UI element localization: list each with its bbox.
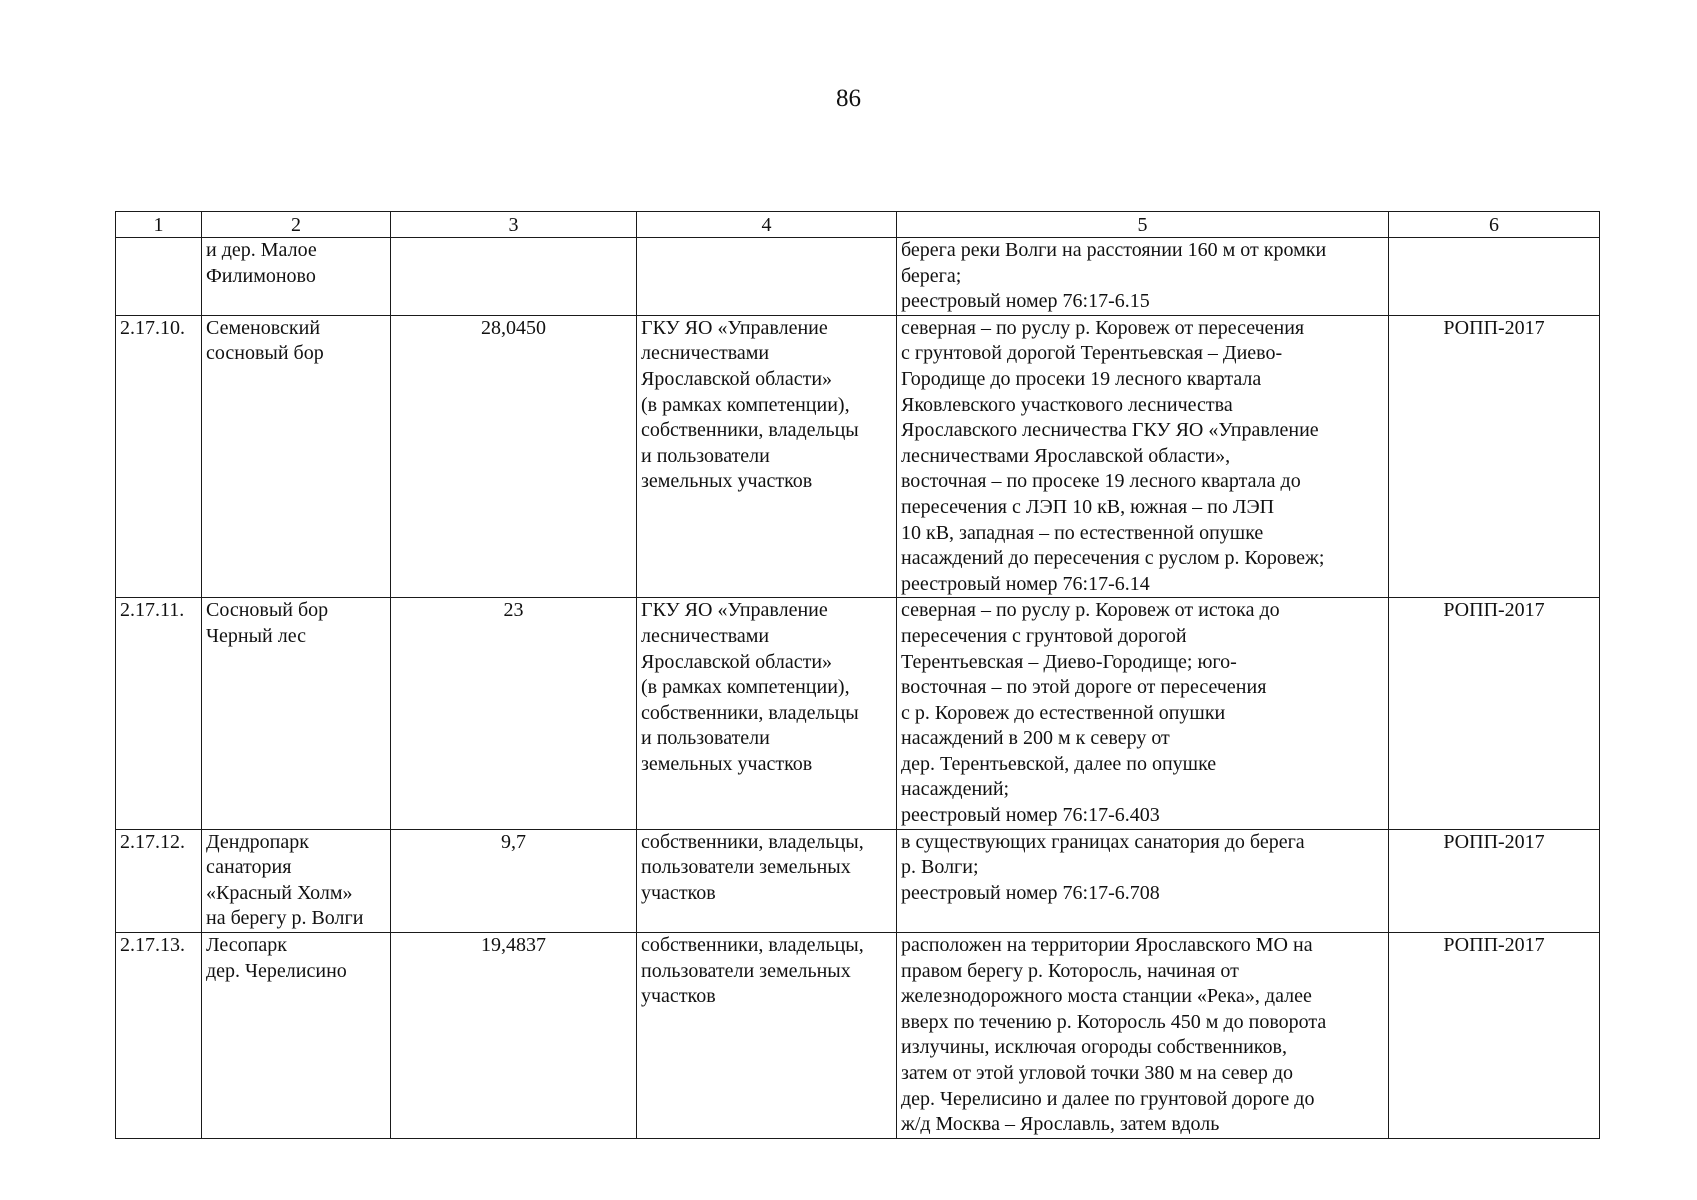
bounds-line: насаждений; [901, 778, 1010, 801]
row-number-cell: 2.17.13. [116, 933, 202, 1139]
holders-line: земельных участков [641, 752, 813, 775]
bounds-line: пересечения с грунтовой дорогой [901, 624, 1187, 647]
holders-line: собственники, владельцы [641, 701, 859, 724]
holders-line: и пользователи [641, 444, 770, 467]
row-number-cell [116, 238, 202, 316]
object-name-line: «Красный Холм» [206, 881, 353, 904]
holders-line: (в рамках компетенции), [641, 393, 850, 416]
bounds-line: ж/д Москва – Ярославль, затем вдоль [901, 1113, 1220, 1136]
column-number: 5 [897, 212, 1389, 238]
row-number-cell: 2.17.12. [116, 829, 202, 932]
holders-line: лесничествами [641, 624, 770, 647]
bounds-line: вверх по течению р. Которосль 450 м до поворота [901, 1010, 1327, 1033]
object-name-line: Сосновый бор [206, 599, 329, 622]
bounds-cell [897, 598, 1389, 829]
object-name-cell [202, 598, 391, 829]
holders-line: пользователи земельных [641, 959, 851, 982]
holders-cell [637, 598, 897, 829]
holders-line: Ярославской области» [641, 650, 833, 673]
table-row [116, 598, 1600, 829]
bounds-line: с грунтовой дорогой Терентьевская – Диево- [901, 342, 1283, 365]
bounds-line: восточная – по этой дороге от пересечения [901, 676, 1267, 699]
bounds-line: реестровый номер 76:17-6.15 [901, 290, 1150, 313]
table-row [116, 829, 1600, 932]
holders-line: (в рамках компетенции), [641, 676, 850, 699]
bounds-line: лесничествами Ярославской области», [901, 444, 1231, 467]
holders-line: участков [641, 985, 716, 1008]
column-number: 6 [1389, 212, 1600, 238]
bounds-cell [897, 238, 1389, 316]
document-cell: РОПП-2017 [1389, 933, 1600, 1139]
row-number-cell: 2.17.11. [116, 598, 202, 829]
holders-line: собственники, владельцы [641, 419, 859, 442]
bounds-line: дер. Черелисино и далее по грунтовой дороге до [901, 1087, 1315, 1110]
object-name-line: Лесопарк [206, 934, 287, 957]
bounds-line: насаждений до пересечения с руслом р. Коровеж; [901, 547, 1325, 570]
document-cell: РОПП-2017 [1389, 598, 1600, 829]
holders-line: ГКУ ЯО «Управление [641, 316, 828, 339]
holders-line: собственники, владельцы, [641, 830, 864, 853]
area-cell: 9,7 [391, 829, 637, 932]
holders-line: и пользователи [641, 727, 770, 750]
holders-cell [637, 829, 897, 932]
bounds-line: расположен на территории Ярославского МО на [901, 934, 1313, 957]
area-cell: 19,4837 [391, 933, 637, 1139]
object-name-cell [202, 315, 391, 598]
bounds-line: 10 кВ, западная – по естественной опушке [901, 521, 1264, 544]
page-number: 86 [836, 85, 861, 112]
holders-cell [637, 933, 897, 1139]
object-name-line: санатория [206, 856, 292, 879]
bounds-line: в существующих границах санатория до берега [901, 830, 1305, 853]
bounds-line: берега; [901, 264, 962, 287]
object-name-line: Черный лес [206, 624, 306, 647]
area-cell: 23 [391, 598, 637, 829]
bounds-cell [897, 829, 1389, 932]
table-row [116, 238, 1600, 316]
bounds-line: Ярославского лесничества ГКУ ЯО «Управление [901, 419, 1319, 442]
object-name-line: и дер. Малое [206, 239, 317, 261]
object-name-cell [202, 829, 391, 932]
object-name-line: сосновый бор [206, 342, 324, 365]
bounds-cell [897, 933, 1389, 1139]
bounds-line: излучины, исключая огороды собственников, [901, 1036, 1287, 1059]
holders-line: пользователи земельных [641, 856, 851, 879]
object-name-cell [202, 933, 391, 1139]
document-cell: РОПП-2017 [1389, 829, 1600, 932]
holders-cell [637, 315, 897, 598]
bounds-line: дер. Терентьевской, далее по опушке [901, 752, 1217, 775]
document-cell: РОПП-2017 [1389, 315, 1600, 598]
holders-cell [637, 238, 897, 316]
bounds-line: насаждений в 200 м к северу от [901, 727, 1170, 750]
bounds-line: реестровый номер 76:17-6.403 [901, 804, 1160, 827]
bounds-line: железнодорожного моста станции «Река», далее [901, 985, 1312, 1008]
bounds-cell [897, 315, 1389, 598]
row-number-cell: 2.17.10. [116, 315, 202, 598]
bounds-line: пересечения с ЛЭП 10 кВ, южная – по ЛЭП [901, 495, 1275, 518]
bounds-line: северная – по руслу р. Коровеж от пересечения [901, 316, 1305, 339]
document-cell [1389, 238, 1600, 316]
table-row [116, 933, 1600, 1139]
bounds-line: р. Волги; [901, 856, 979, 879]
holders-line: лесничествами [641, 342, 770, 365]
object-name-line: Филимоново [206, 264, 316, 287]
holders-line: собственники, владельцы, [641, 934, 864, 957]
bounds-line: Терентьевская – Диево-Городище; юго- [901, 650, 1237, 673]
holders-line: участков [641, 881, 716, 904]
bounds-line: северная – по руслу р. Коровеж от истока до [901, 599, 1280, 622]
bounds-line: Яковлевского участкового лесничества [901, 393, 1233, 416]
object-name-line: Семеновский [206, 316, 321, 339]
bounds-line: затем от этой угловой точки 380 м на север до [901, 1062, 1294, 1084]
bounds-line: восточная – по просеке 19 лесного квартала до [901, 470, 1301, 493]
bounds-line: с р. Коровеж до естественной опушки [901, 701, 1226, 724]
bounds-line: реестровый номер 76:17-6.708 [901, 881, 1160, 904]
object-name-line: на берегу р. Волги [206, 907, 364, 930]
protected-areas-table [115, 211, 1600, 1139]
bounds-line: Городище до просеки 19 лесного квартала [901, 367, 1262, 390]
holders-line: земельных участков [641, 470, 813, 493]
area-cell [391, 238, 637, 316]
bounds-line: правом берегу р. Которосль, начиная от [901, 959, 1239, 982]
column-number: 1 [116, 212, 202, 238]
holders-line: Ярославской области» [641, 367, 833, 390]
table-row [116, 315, 1600, 598]
object-name-cell [202, 238, 391, 316]
column-number: 2 [202, 212, 391, 238]
area-cell: 28,0450 [391, 315, 637, 598]
object-name-line: Дендропарк [206, 830, 309, 853]
column-number: 3 [391, 212, 637, 238]
object-name-line: дер. Черелисино [206, 959, 347, 982]
column-number: 4 [637, 212, 897, 238]
holders-line: ГКУ ЯО «Управление [641, 599, 828, 622]
bounds-line: реестровый номер 76:17-6.14 [901, 572, 1150, 595]
bounds-line: берега реки Волги на расстоянии 160 м от кромки [901, 239, 1327, 261]
column-number-row [116, 212, 1600, 238]
